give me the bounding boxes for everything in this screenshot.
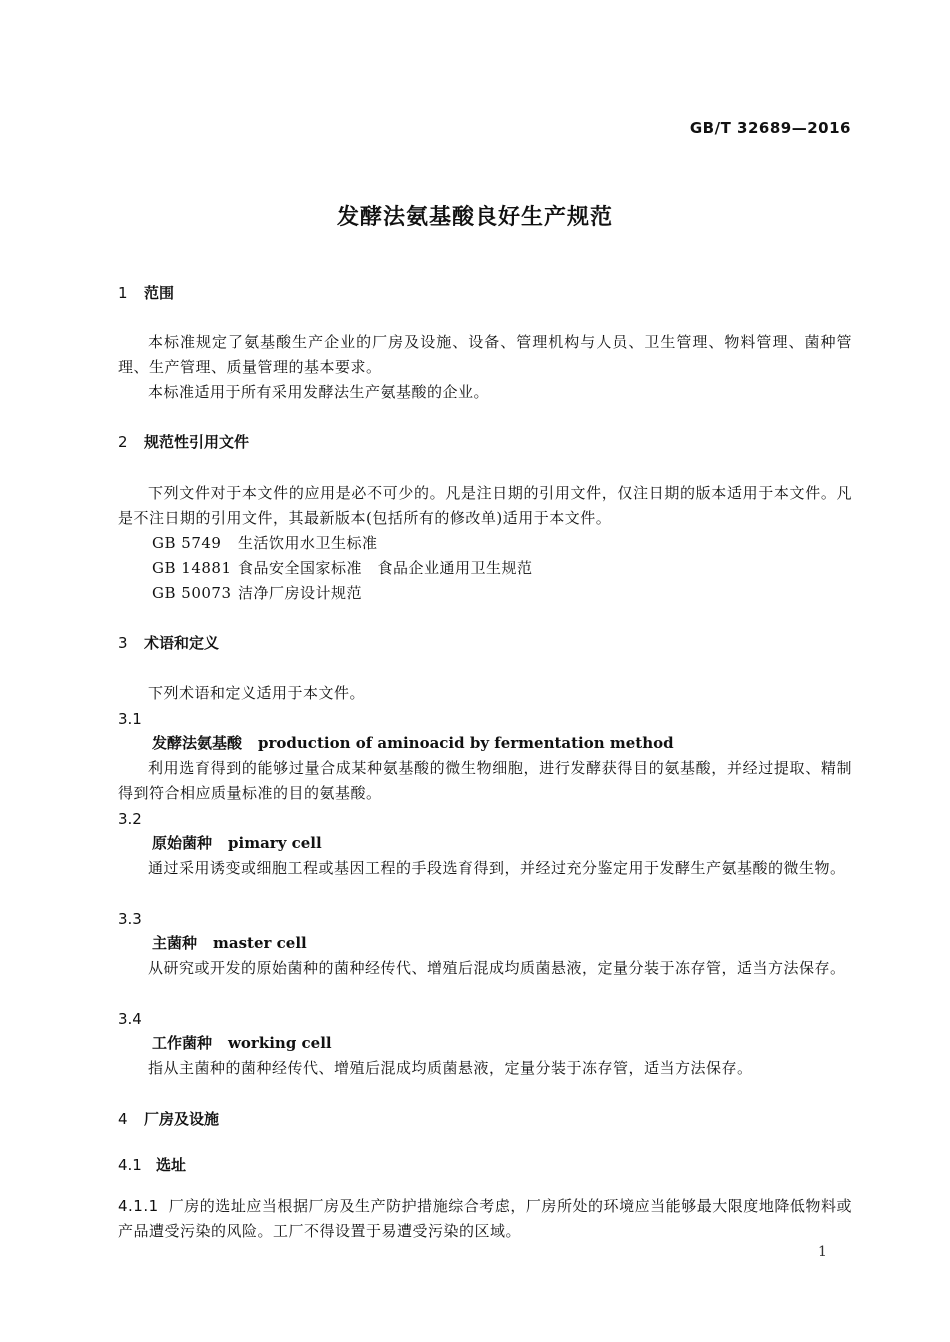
term-heading <box>118 1031 886 1056</box>
term-number: 3.2 <box>118 810 142 828</box>
reference-name: 食品安全国家标准 食品企业通用卫生规范 <box>238 559 533 577</box>
clause-4-1-1 <box>118 1194 852 1244</box>
term-chinese: 主菌种 <box>152 934 198 952</box>
reference-code: GB 5749 <box>152 534 222 552</box>
section-number: 2 <box>118 433 128 451</box>
section-title: 规范性引用文件 <box>144 433 250 451</box>
reference-code: GB 50073 <box>152 584 232 602</box>
term-english: pimary cell <box>228 834 322 852</box>
clause-text: 厂房的选址应当根据厂房及生产防护措施综合考虑，厂房所处的环境应当能够最大限度地降低物料或产品遭受污染的风险。工厂不得设置于易遭受污染的区域。 <box>118 1197 852 1240</box>
page-number: 1 <box>818 1244 827 1260</box>
term-chinese: 原始菌种 <box>152 834 213 852</box>
term-heading <box>118 831 886 856</box>
section-number: 4 <box>118 1110 128 1128</box>
term-number: 3.4 <box>118 1010 142 1028</box>
term-chinese: 发酵法氨基酸 <box>152 734 243 752</box>
subsection-heading-4-1 <box>118 1154 852 1176</box>
section-heading-2 <box>118 431 852 453</box>
section-number: 1 <box>118 284 128 302</box>
references-intro: 下列文件对于本文件的应用是必不可少的。凡是注日期的引用文件，仅注日期的版本适用于本文件。凡是不注日期的引用文件，其最新版本(包括所有的修改单)适用于本文件。 <box>118 484 852 527</box>
term-definition: 指从主菌种的菌种经传代、增殖后混成均质菌悬液，定量分装于冻存管，适当方法保存。 <box>148 1059 753 1077</box>
section-number: 3 <box>118 634 128 652</box>
reference-item <box>118 531 886 556</box>
page-title: 发酵法氨基酸良好生产规范 <box>336 205 613 230</box>
subsection-number: 4.1 <box>118 1156 142 1174</box>
term-number: 3.1 <box>118 710 142 728</box>
reference-item <box>118 581 886 606</box>
section-heading-3 <box>118 632 852 654</box>
term-english: master cell <box>213 934 307 952</box>
term-number: 3.3 <box>118 910 142 928</box>
terms-intro: 下列术语和定义适用于本文件。 <box>148 684 366 702</box>
section-title: 厂房及设施 <box>144 1110 220 1128</box>
term-english: production of aminoacid by fermentation method <box>258 734 674 752</box>
term-heading <box>118 931 886 956</box>
document-code: GB/T 32689—2016 <box>689 119 851 137</box>
subsection-title: 选址 <box>156 1156 187 1174</box>
term-english: working cell <box>228 1034 332 1052</box>
scope-paragraph-2: 本标准适用于所有采用发酵法生产氨基酸的企业。 <box>148 383 490 401</box>
reference-name: 生活饮用水卫生标准 <box>238 534 378 552</box>
reference-name: 洁净厂房设计规范 <box>238 584 363 602</box>
section-title: 范围 <box>144 284 175 302</box>
scope-paragraph-1: 本标准规定了氨基酸生产企业的厂房及设施、设备、管理机构与人员、卫生管理、物料管理、菌种管理、生产管理、质量管理的基本要求。 <box>118 333 852 376</box>
term-chinese: 工作菌种 <box>152 1034 213 1052</box>
reference-item <box>118 556 886 581</box>
section-heading-4 <box>118 1108 852 1130</box>
reference-code: GB 14881 <box>152 559 232 577</box>
section-title: 术语和定义 <box>144 634 220 652</box>
term-heading <box>118 731 886 756</box>
term-definition: 从研究或开发的原始菌种的菌种经传代、增殖后混成均质菌悬液，定量分装于冻存管，适当方法保存。 <box>148 959 846 977</box>
term-definition: 利用选育得到的能够过量合成某种氨基酸的微生物细胞，进行发酵获得目的氨基酸，并经过提取、精制得到符合相应质量标准的目的氨基酸。 <box>118 759 852 802</box>
clause-number: 4.1.1 <box>118 1197 159 1215</box>
term-definition: 通过采用诱变或细胞工程或基因工程的手段选育得到，并经过充分鉴定用于发酵生产氨基酸的微生物。 <box>148 859 846 877</box>
section-heading-1 <box>118 282 852 304</box>
